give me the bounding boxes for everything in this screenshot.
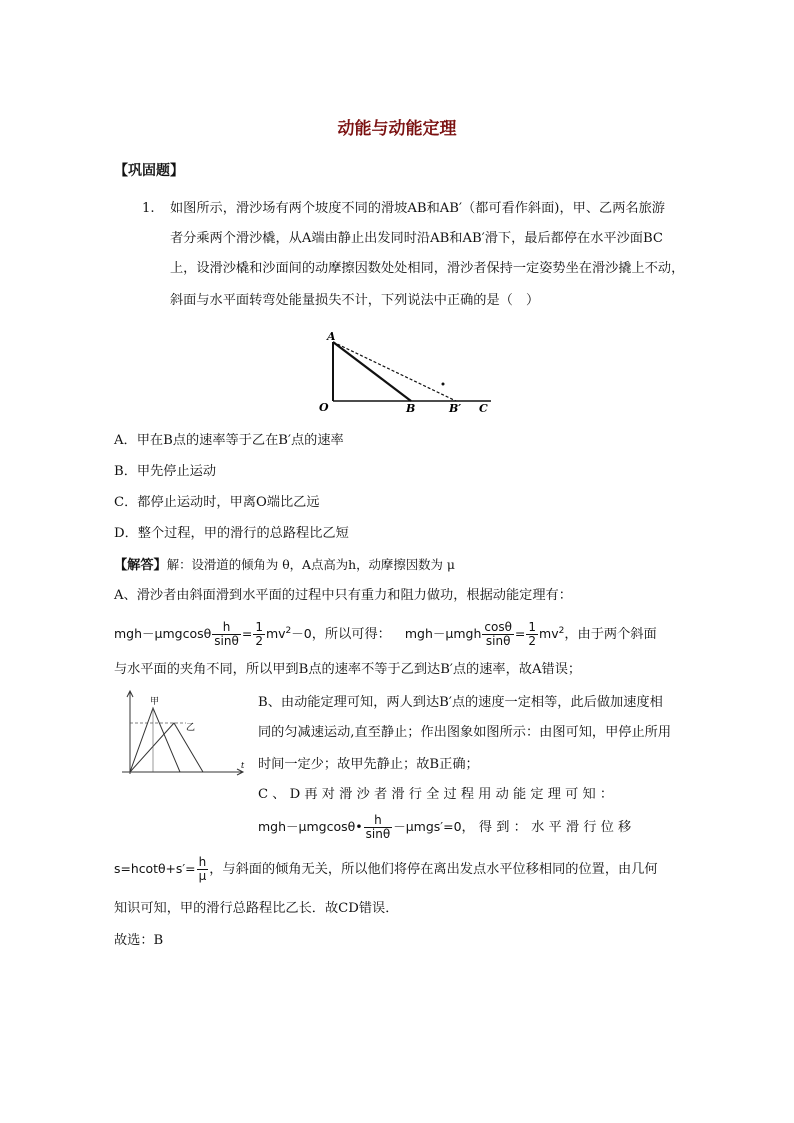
eq2-fraction: $\frac{\cos\theta}{\sin\theta}$ [484,620,512,649]
question-line-2: 者分乘两个滑沙橇，从A端由静止出发同时沿AB和AB′滑下，最后都停在水平沙面BC [170,231,663,246]
label-b-prime: B′ [449,402,462,415]
answer-a-line-2: 与水平面的夹角不同，所以甲到B点的速率不等于乙到达B′点的速率，故A错误； [114,662,582,677]
eq3-fraction: $\frac{h}{\sin\theta}$ [365,813,391,841]
label-o: O [319,401,329,414]
equation-line-3: mgh－μmgcosθ• $\frac{h}{\sin\theta}$ －μmgs′=0， 得 到 ： 水 平 滑 行 位 移 [258,813,632,841]
s-fraction: $\frac{h}{\mu}$ [198,855,207,883]
equation-line-s: s=hcotθ+s′= $\frac{h}{\mu}$ ，与斜面的倾角无关，所以他们将停在离出发点水平位移相同的位置，由几何 [114,855,658,883]
label-yi: 乙 [186,723,196,733]
answer-a-line-1: A、滑沙者由斜面滑到水平面的过程中只有重力和阻力做功，根据动能定理有： [114,588,572,603]
option-c: C．都停止运动时，甲离O端比乙远 [114,495,320,510]
answer-c-line-2: 知识可知，甲的滑行总路程比乙长．故CD错误． [114,901,399,916]
answer-b-line-3: 时间一定少；故甲先静止；故B正确； [258,757,479,772]
eq2-left: mgh－μmgh [404,626,482,642]
label-c: C [479,402,488,415]
page-title: 动能与动能定理 [337,119,457,139]
eq1-left: mgh－μmgcosθ [114,626,212,642]
answer-label: 【解答】 [114,558,167,573]
question-line-4: 斜面与水平面转弯处能量损失不计，下列说法中正确的是（ ） [170,293,540,308]
eq1-half: $\frac{1}{2}$ [255,620,263,649]
question-number: 1. [142,201,155,216]
question-line-3: 上，设滑沙橇和沙面间的动摩擦因数处处相同，滑沙者保持一定姿势坐在滑沙撬上不动， [170,261,685,276]
eq2-half: $\frac{1}{2}$ [528,620,537,649]
eq1-fraction: $\frac{h}{\sin\theta}$ [214,620,239,649]
section-heading: 【巩固题】 [114,163,184,179]
question-line-1: 如图所示，滑沙场有两个坡度不同的滑坡AB和AB′（都可看作斜面)，甲、乙两名旅游 [170,201,665,216]
equation-line-1: mgh－μmgcosθ $\frac{h}{\sin\theta}$ = $\frac{1}{2}$ $mv^2-0$，所以可得： mgh－μmgh $\frac{\cos\theta}{\sin\theta}$ = $\frac{1}{2}$ $mv^2$，由于两个斜面 [114,620,657,649]
slope-ab [333,342,411,401]
slope-diagram [315,328,495,418]
answer-intro [114,556,455,575]
curve-jia [130,708,180,772]
option-d: D．整个过程，甲的滑行的总路程比乙短 [114,526,349,541]
answer-result: 故选：B [114,933,164,948]
label-a: A [327,330,336,343]
label-b: B [406,402,416,415]
option-a: A．甲在B点的速率等于乙在B′点的速率 [114,433,344,448]
answer-intro-text: 解：设滑道的倾角为 θ，A点高为h，动摩擦因数为 μ [166,557,455,572]
velocity-time-graph [116,688,250,780]
slope-ab-prime [333,342,456,401]
option-b: B．甲先停止运动 [114,464,217,479]
slider-dot [442,383,445,386]
answer-c-line-1: C 、 D 再 对 滑 沙 者 滑 行 全 过 程 用 动 能 定 理 可 知 ： [258,787,614,802]
label-jia: 甲 [150,697,160,707]
label-t: t [241,761,245,770]
answer-b-line-1: B、由动能定理可知，两人到达B′点的速度一定相等，此后做加速度相 [258,695,663,710]
answer-b-line-2: 同的匀减速运动,直至静止；作出图象如图所示：由图可知，甲停止所用 [258,725,672,740]
